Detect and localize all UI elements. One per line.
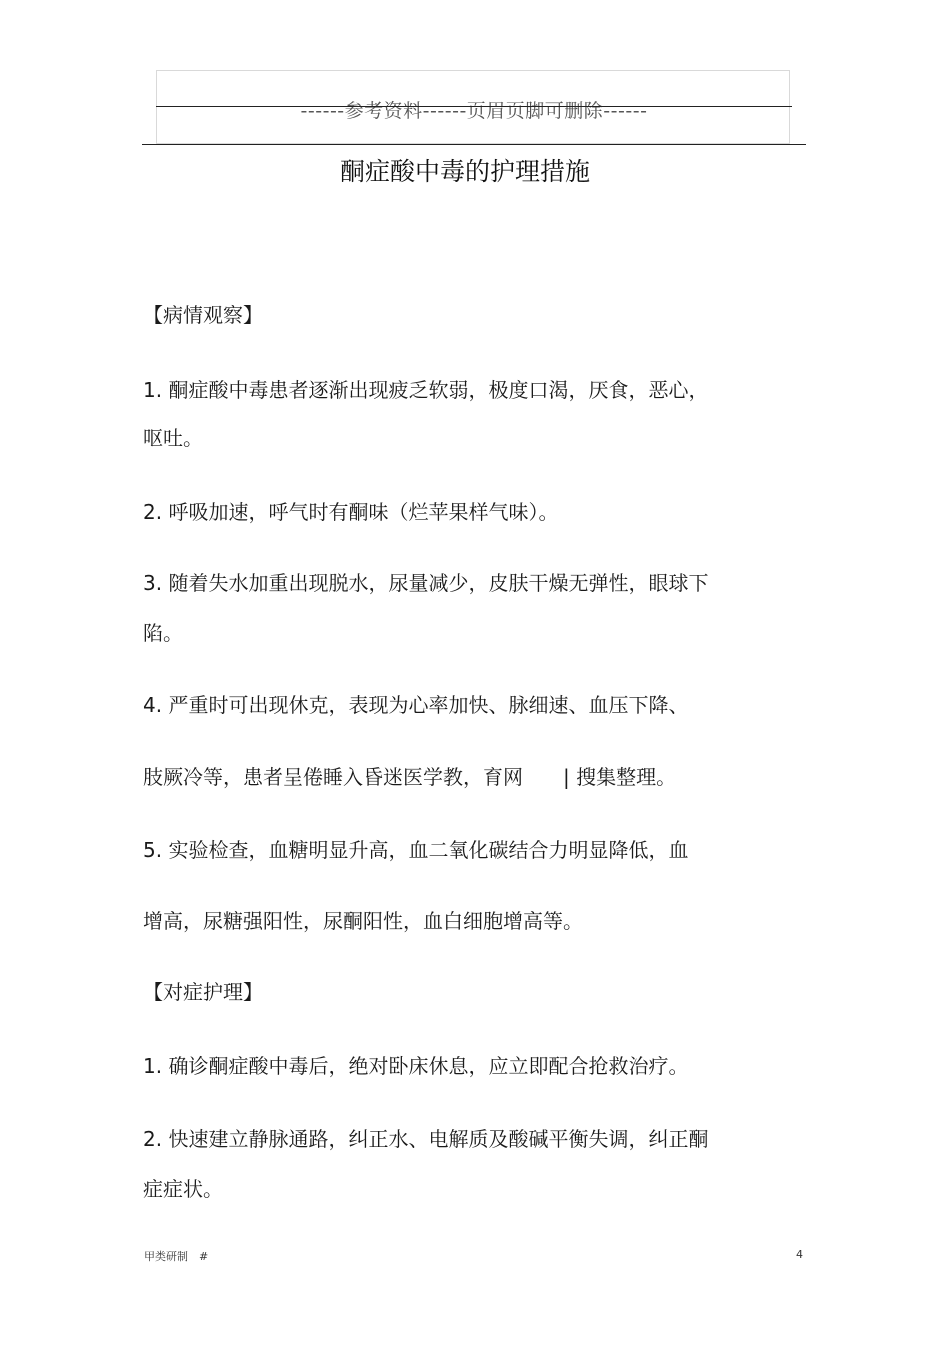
paragraph-line: 增高，尿糖强阳性，尿酮阳性，血白细胞增高等。 — [143, 909, 583, 933]
page-number: 4 — [796, 1248, 803, 1261]
paragraph-line: 肢厥冷等，患者呈倦睡入昏迷医学教，育网 | 搜集整理。 — [143, 765, 677, 789]
document-title: 酮症酸中毒的护理措施 — [339, 157, 590, 186]
paragraph-line: 1. 酮症酸中毒患者逐渐出现疲乏软弱，极度口渴，厌食，恶心， — [143, 378, 709, 402]
header-rule — [142, 144, 806, 145]
footer-label: 甲类研制 # — [144, 1250, 209, 1263]
header-strikethrough — [156, 106, 792, 107]
section-heading-nursing: 【对症护理】 — [143, 980, 263, 1004]
paragraph-line: 2. 快速建立静脉通路，纠正水、电解质及酸碱平衡失调，纠正酮 — [143, 1127, 709, 1151]
paragraph-line: 1. 确诊酮症酸中毒后，绝对卧床休息，应立即配合抢救治疗。 — [143, 1054, 689, 1078]
paragraph-line: 4. 严重时可出现休克，表现为心率加快、脉细速、血压下降、 — [143, 693, 689, 717]
section-heading-observation: 【病情观察】 — [143, 303, 263, 327]
paragraph-line: 2. 呼吸加速，呼气时有酮味（烂苹果样气味）。 — [143, 500, 559, 524]
page-header-text: ------参考资料------页眉页脚可删除------ — [300, 100, 648, 122]
paragraph-line: 症症状。 — [143, 1177, 223, 1201]
paragraph-line: 5. 实验检查，血糖明显升高，血二氧化碳结合力明显降低，血 — [143, 838, 689, 862]
paragraph-line: 呕吐。 — [143, 426, 203, 450]
paragraph-line: 陷。 — [143, 621, 183, 645]
paragraph-line: 3. 随着失水加重出现脱水，尿量减少，皮肤干燥无弹性，眼球下 — [143, 571, 709, 595]
